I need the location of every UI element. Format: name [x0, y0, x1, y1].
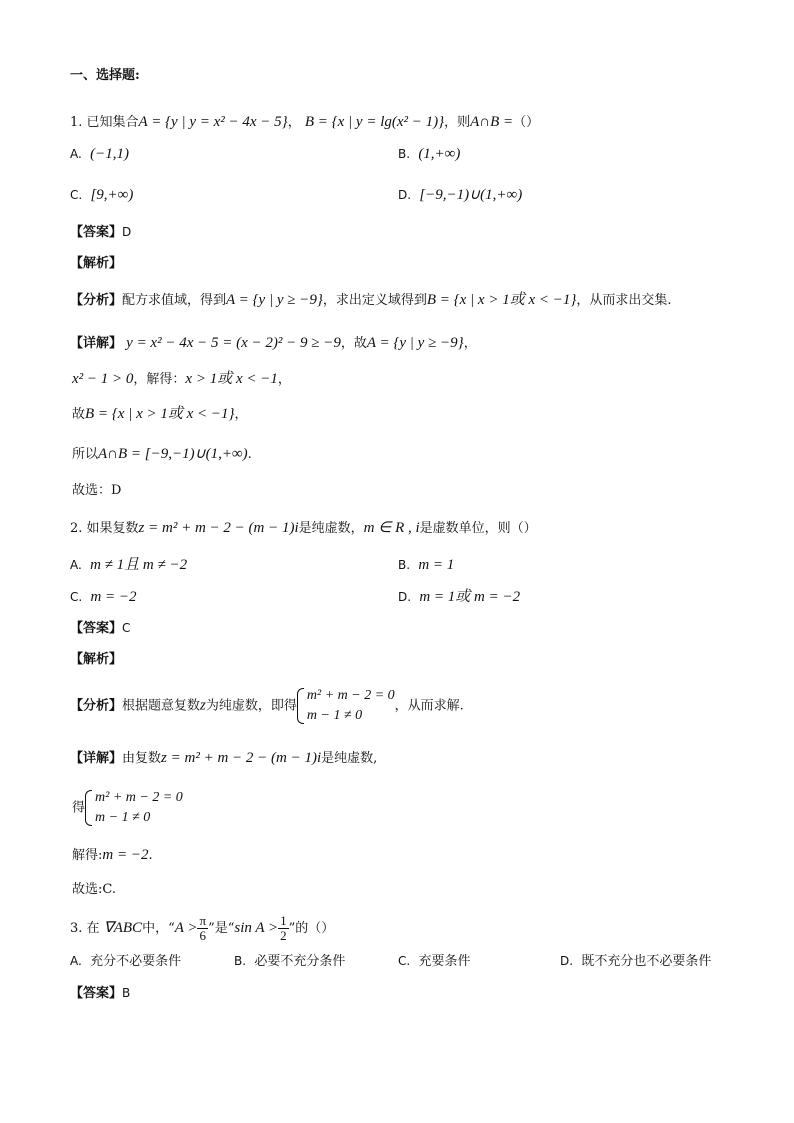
q1-option-a — [70, 144, 129, 165]
q1-comma: ， — [287, 115, 301, 130]
q2-detail-text-2: 是纯虚数, — [321, 751, 378, 766]
q2-option-b-text: m = 1 — [418, 557, 455, 573]
q2-detail-system-eq-1: m² + m − 2 = 0 — [95, 790, 183, 805]
q2-fenxi-system-eq-1: m² + m − 2 = 0 — [306, 688, 395, 703]
q3-option-c-text: 充要条件 — [418, 954, 471, 969]
q1-analysis-tag: 【解析】 — [70, 256, 123, 271]
q2-option-b — [398, 555, 454, 576]
q2-solve-value: m = −2 — [102, 847, 149, 863]
q1-option-c-text: [9,+∞) — [90, 187, 134, 203]
q2-prefix: 2. 如果复数 — [70, 521, 139, 536]
q1-option-a-text: (−1,1) — [90, 146, 129, 162]
q1-line2-end: ， — [277, 372, 291, 387]
q3-option-c-label: C. — [398, 954, 411, 968]
q1-option-d-label: D. — [398, 188, 412, 202]
q2-fenxi-text-2: 为纯虚数，即得 — [205, 698, 297, 714]
q1-line4-expr: A∩B = [−9,−1)∪(1,+∞) — [98, 446, 248, 462]
q3-suffix: ”的（） — [288, 921, 335, 936]
q1-prefix: 1. 已知集合 — [70, 115, 139, 130]
q3-option-b — [234, 951, 345, 972]
q2-solve-end: . — [148, 848, 153, 863]
q1-fenxi-set-b: B = {x | x > 1或 x < −1} — [426, 292, 577, 308]
q3-cond-1-lhs: A > — [174, 920, 198, 936]
q3-cond-1-denominator: 6 — [199, 928, 207, 943]
q2-analysis-tag: 【解析】 — [70, 652, 123, 667]
q2-answer-value: C — [122, 621, 131, 635]
q1-stem — [70, 112, 539, 133]
q3-cond-2-denominator: 2 — [280, 928, 287, 943]
q2-fenxi-text-1: 根据题意复数 — [122, 698, 201, 714]
q3-mid-1: 中，“ — [142, 921, 175, 936]
q2-option-a-label: A. — [70, 558, 82, 572]
q3-prefix: 3. 在 — [70, 921, 100, 936]
q1-paren: （） — [513, 115, 540, 130]
q2-expr: z = m² + m − 2 − (m − 1)i — [138, 520, 299, 536]
q1-line3-set: B = {x | x > 1或 x < −1} — [85, 406, 235, 422]
q2-fenxi-system — [297, 686, 395, 726]
q3-option-b-label: B. — [234, 954, 247, 968]
q1-set-a: A = {y | y = x² − 4x − 5} — [138, 114, 288, 130]
q3-option-d-text: 既不充分也不必要条件 — [581, 954, 712, 969]
section-heading: 一、选择题: — [70, 68, 140, 83]
q1-conclusion: 故选：D — [72, 483, 122, 498]
q1-fenxi-text-2: ，求出定义域得到 — [322, 293, 427, 308]
q1-detail-mid: ，故 — [340, 336, 367, 351]
q1-option-b-text: (1,+∞) — [418, 146, 461, 162]
q2-fenxi — [70, 686, 464, 726]
q1-option-c — [70, 185, 133, 206]
q2-fenxi-z: z — [200, 697, 206, 714]
q1-option-d — [398, 185, 522, 206]
q1-answer-value: D — [122, 225, 132, 239]
q2-conclusion: 故选:C. — [72, 882, 116, 897]
q2-solve-pre: 解得: — [72, 848, 103, 863]
q2-solve-line — [72, 845, 153, 866]
q2-option-b-label: B. — [398, 558, 411, 572]
q1-line3-end: ， — [234, 407, 248, 422]
q1-fenxi-tag: 【分析】 — [70, 293, 123, 308]
q3-cond-1-fraction — [197, 914, 208, 943]
q1-fenxi-text-3: ，从而求出交集. — [576, 293, 672, 308]
q1-detail-tag: 【详解】 — [70, 336, 123, 351]
q1-line4-end: . — [247, 447, 252, 462]
q1-detail-set-a: A = {y | y ≥ −9} — [366, 335, 464, 351]
q2-option-d-text: m = 1或 m = −2 — [419, 589, 521, 605]
q3-answer-tag: 【答案】 — [70, 986, 123, 1001]
q1-detail-end: ， — [463, 336, 477, 351]
q3-answer — [70, 983, 130, 1004]
q2-detail-text-1: 由复数 — [122, 751, 162, 766]
q1-line2-sol: x > 1或 x < −1 — [185, 371, 278, 387]
q2-fenxi-system-eq-2: m − 1 ≠ 0 — [306, 708, 363, 723]
q1-answer — [70, 222, 131, 243]
q1-option-b — [398, 144, 460, 165]
q3-mid-2: ”是“ — [208, 921, 235, 936]
q3-stem — [70, 914, 334, 943]
q3-cond-1-numerator: π — [199, 913, 207, 928]
q2-option-d — [398, 587, 520, 608]
q2-answer-tag: 【答案】 — [70, 621, 123, 636]
q2-option-c-label: C. — [70, 590, 83, 604]
q2-option-d-label: D. — [398, 590, 412, 604]
q3-option-a-label: A. — [70, 954, 82, 968]
q3-cond-2-numerator: 1 — [280, 913, 287, 928]
q3-cond-2-lhs: sin A > — [234, 920, 279, 936]
q3-option-d — [560, 951, 711, 972]
q2-option-a — [70, 555, 187, 576]
q2-detail-system-eq-2: m − 1 ≠ 0 — [95, 810, 151, 825]
q1-suffix: ，则 — [444, 115, 471, 130]
q1-expr: A∩B = — [470, 114, 514, 130]
q3-option-d-label: D. — [560, 954, 574, 968]
q1-option-b-label: B. — [398, 147, 411, 161]
q1-line2-eq: x² − 1 > 0 — [72, 371, 134, 387]
q1-detail-line-1 — [70, 333, 477, 354]
q3-cond-2-fraction — [278, 914, 289, 943]
q2-detail-line-1 — [70, 748, 377, 769]
q1-line4-pre: 所以 — [72, 447, 99, 462]
q2-stem — [70, 518, 537, 539]
q1-fenxi-set-a: A = {y | y ≥ −9} — [226, 292, 323, 308]
q2-detail-system — [85, 788, 183, 828]
q2-cond: m ∈ R , i — [363, 520, 420, 536]
q3-answer-value: B — [122, 986, 131, 1000]
q1-detail-eq: y = x² − 4x − 5 = (x − 2)² − 9 ≥ −9 — [126, 335, 341, 351]
q3-option-a — [70, 951, 181, 972]
q2-detail-pre: 得 — [72, 800, 86, 816]
q1-fenxi-text-1: 配方求值域，得到 — [122, 293, 227, 308]
q1-detail-line-2 — [72, 369, 291, 390]
q2-suffix: 是虚数单位，则（） — [419, 521, 537, 536]
q2-option-c-text: m = −2 — [90, 589, 137, 605]
q2-detail-expr: z = m² + m − 2 − (m − 1)i — [161, 750, 322, 766]
q1-fenxi — [70, 290, 672, 311]
q2-detail-system-line — [72, 788, 183, 828]
q1-option-d-text: [−9,−1)∪(1,+∞) — [419, 187, 523, 203]
q1-line3-pre: 故 — [72, 407, 86, 422]
q1-option-a-label: A. — [70, 147, 82, 161]
q3-option-c — [398, 951, 470, 972]
q1-answer-tag: 【答案】 — [70, 225, 123, 240]
q3-triangle: ∇ABC — [103, 920, 143, 936]
q1-detail-line-4 — [72, 444, 252, 465]
q1-option-c-label: C. — [70, 188, 83, 202]
q1-set-b: B = {x | y = lg(x² − 1)} — [304, 114, 445, 130]
q2-option-c — [70, 587, 137, 608]
q2-fenxi-tag: 【分析】 — [70, 698, 123, 714]
q2-answer — [70, 618, 130, 639]
q1-line2-mid: ，解得： — [133, 372, 186, 387]
q2-mid: 是纯虚数， — [298, 521, 364, 536]
q3-option-a-text: 充分不必要条件 — [90, 954, 182, 969]
q3-option-b-text: 必要不充分条件 — [254, 954, 346, 969]
q2-option-a-text: m ≠ 1且 m ≠ −2 — [90, 557, 188, 573]
q2-fenxi-text-3: ，从而求解. — [394, 698, 464, 714]
q2-detail-tag: 【详解】 — [70, 751, 123, 766]
q1-detail-line-3 — [72, 404, 248, 425]
